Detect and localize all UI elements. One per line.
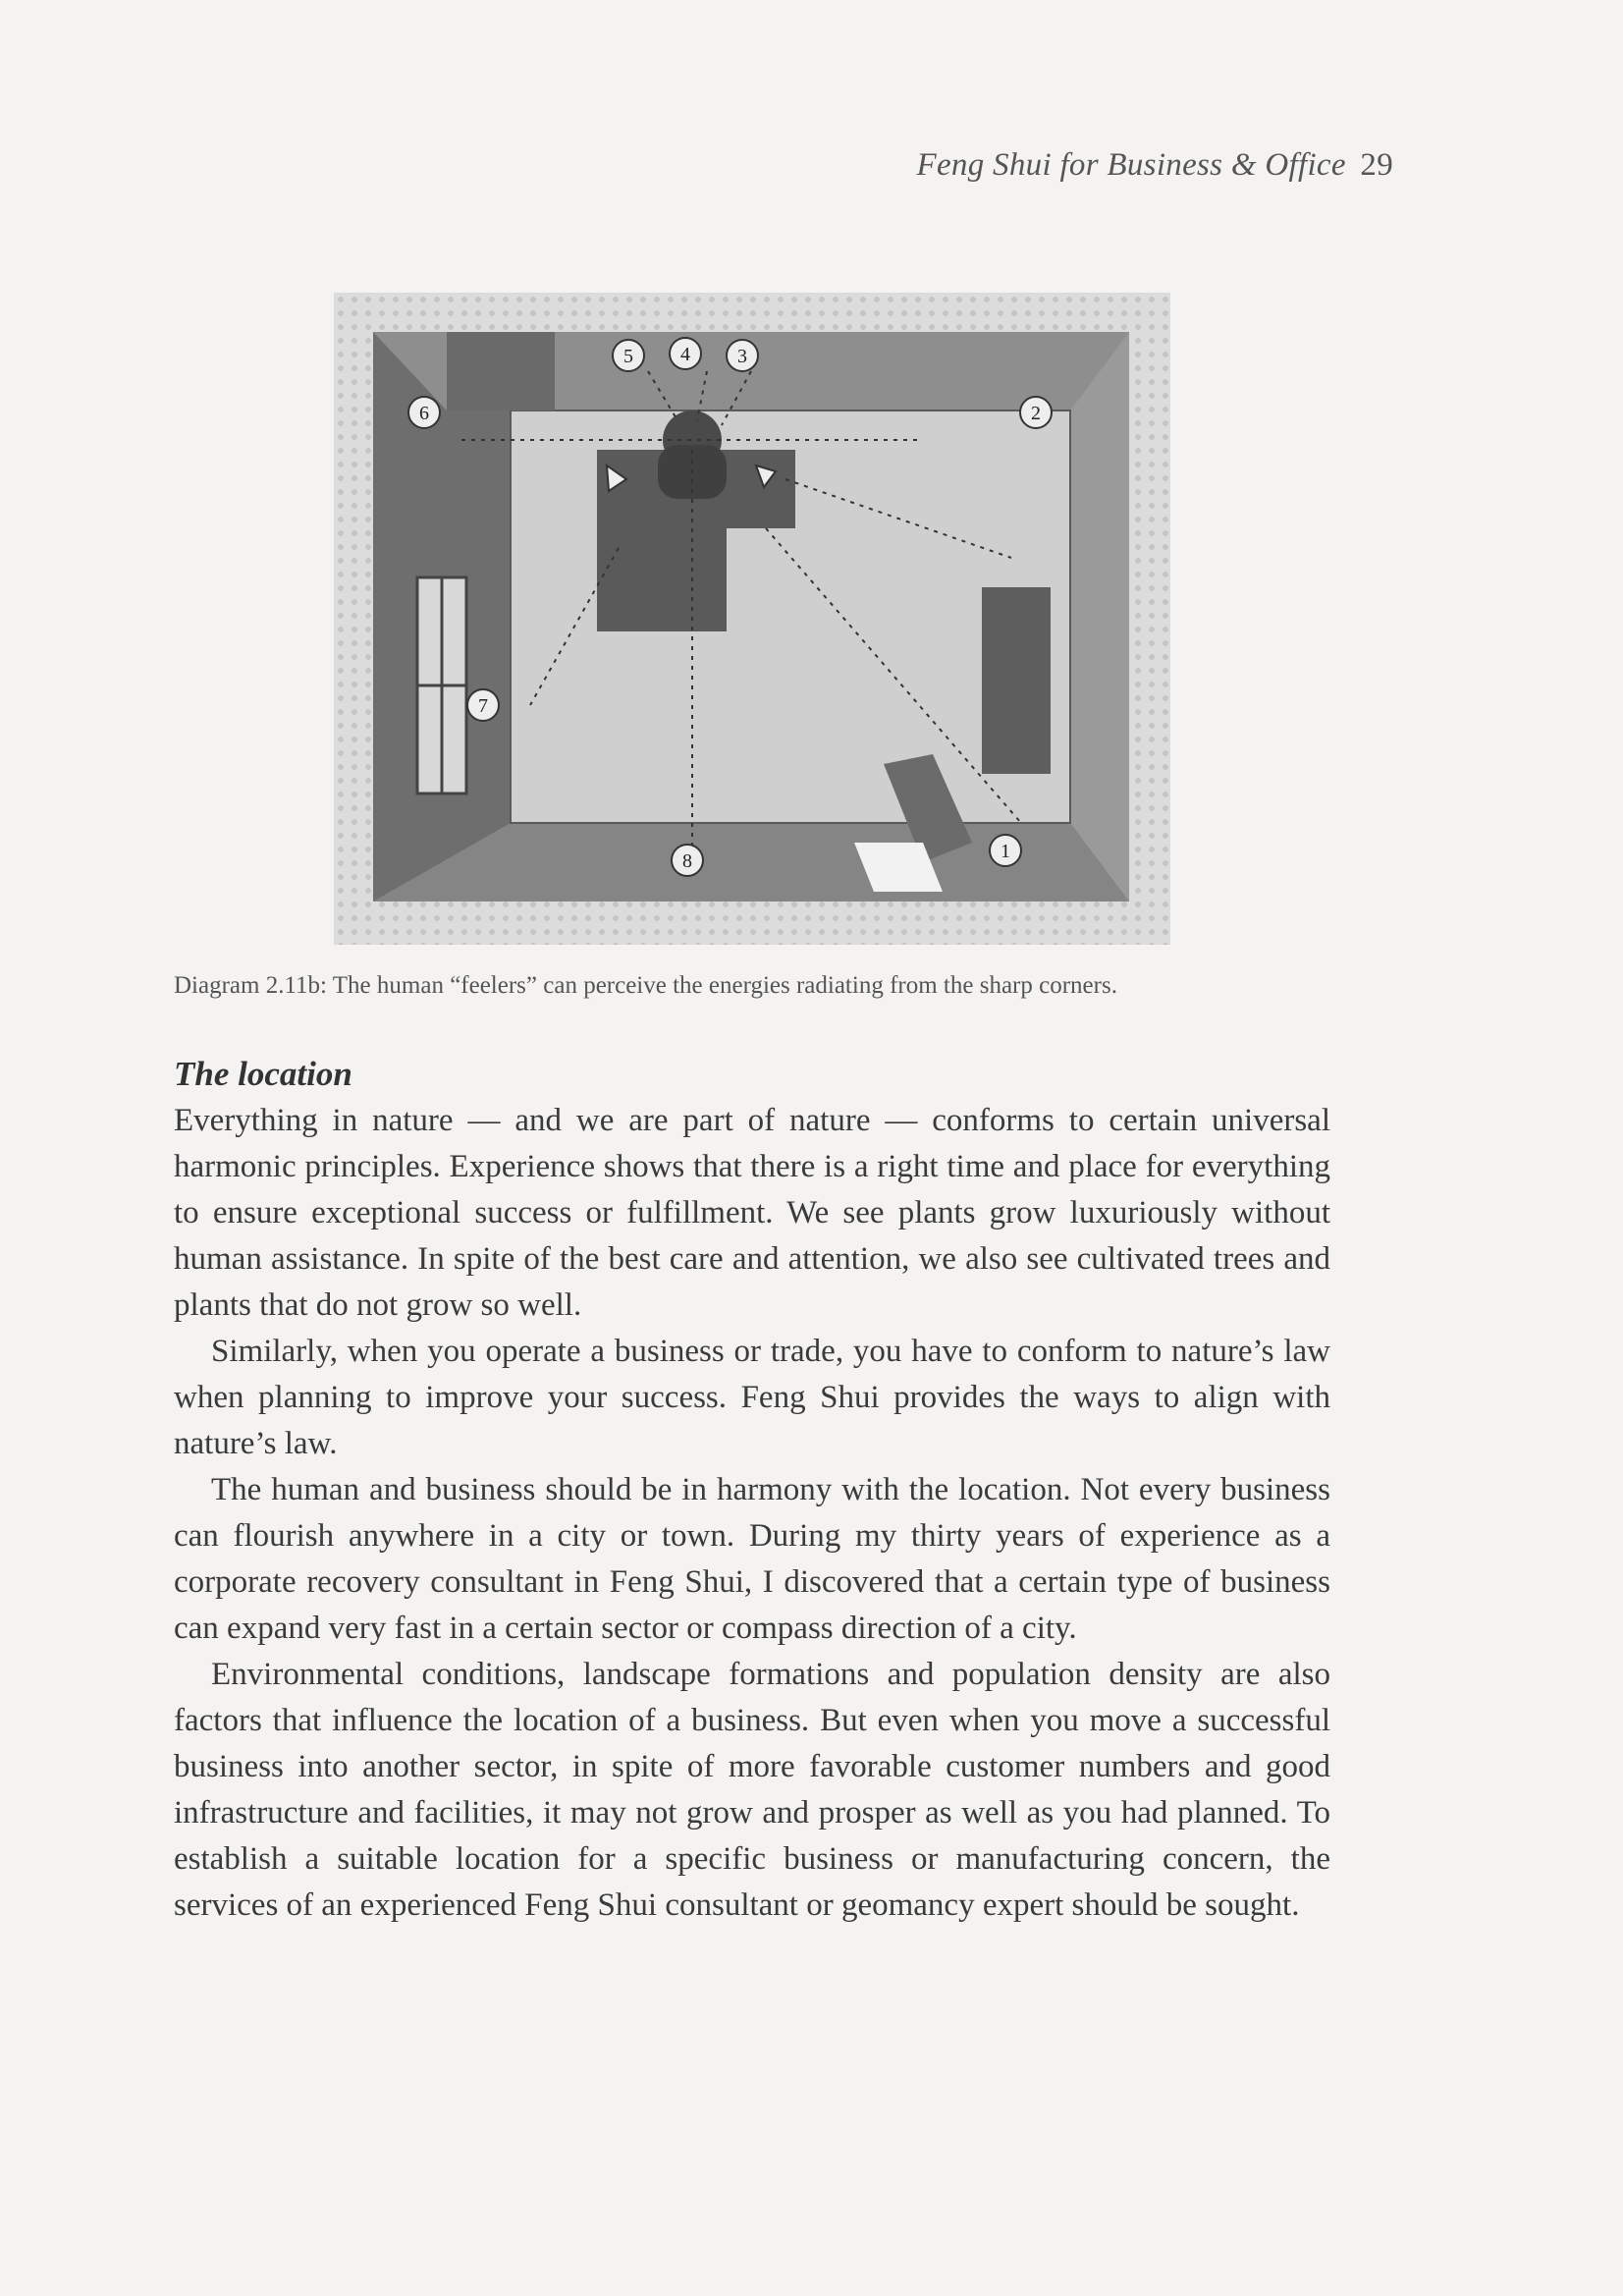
paragraph-4: Environmental conditions, landscape formations and population density are also factors that influence the location of a business. But even when you move a successful business into another sector, in spite of more favorable customer numbers and good infrastructure and facilities, it may not grow and prosper as well as you had planned. To establish a suitable location for a specific business or manufacturing concern, the services of an experienced Feng Shui consultant or geomancy expert should be sought. — [174, 1657, 1330, 1923]
bookshelf — [982, 587, 1051, 774]
ceiling-beam — [447, 332, 555, 410]
marker-8-label: 8 — [682, 850, 692, 872]
marker-6-label: 6 — [419, 403, 429, 424]
paragraph-2: Similarly, when you operate a business or trade, you have to conform to nature’s law when planning to improve your success. Feng Shui provides the ways to align with nature’s law. — [174, 1334, 1330, 1461]
page-number: 29 — [1360, 147, 1393, 183]
marker-1-label: 1 — [1001, 841, 1010, 862]
marker-3-label: 3 — [737, 346, 747, 367]
room-diagram-drawing — [334, 293, 1170, 945]
marker-7-label: 7 — [478, 695, 488, 717]
room-diagram — [334, 293, 1170, 945]
section-location — [174, 1055, 1330, 1929]
paragraph-1: Everything in nature — and we are part of nature — conforms to certain universal harmonic principles. Experience shows that there is a right time and place for everything to ensure exceptional success or fulfillment. We see plants grow luxuriously without human assistance. In spite of the best care and attention, we also see cultivated trees and plants that do not grow so well. — [174, 1103, 1330, 1323]
running-title: Feng Shui for Business & Office — [916, 147, 1346, 183]
paragraph-3: The human and business should be in harmony with the location. Not every business can flourish anywhere in a city or town. During my thirty years of experience as a corporate recovery consultant in Feng Shui, I discovered that a certain type of business can expand very fast in a certain sector or compass direction of a city. — [174, 1472, 1330, 1646]
right-wall — [1070, 332, 1129, 902]
marker-4-label: 4 — [680, 344, 690, 365]
marker-2-label: 2 — [1031, 403, 1041, 424]
section-heading: The location — [174, 1055, 352, 1093]
figure-caption: Diagram 2.11b: The human “feelers” can perceive the energies radiating from the sharp corners. — [174, 972, 1117, 999]
marker-5-label: 5 — [623, 346, 633, 367]
page-header — [916, 147, 1393, 184]
